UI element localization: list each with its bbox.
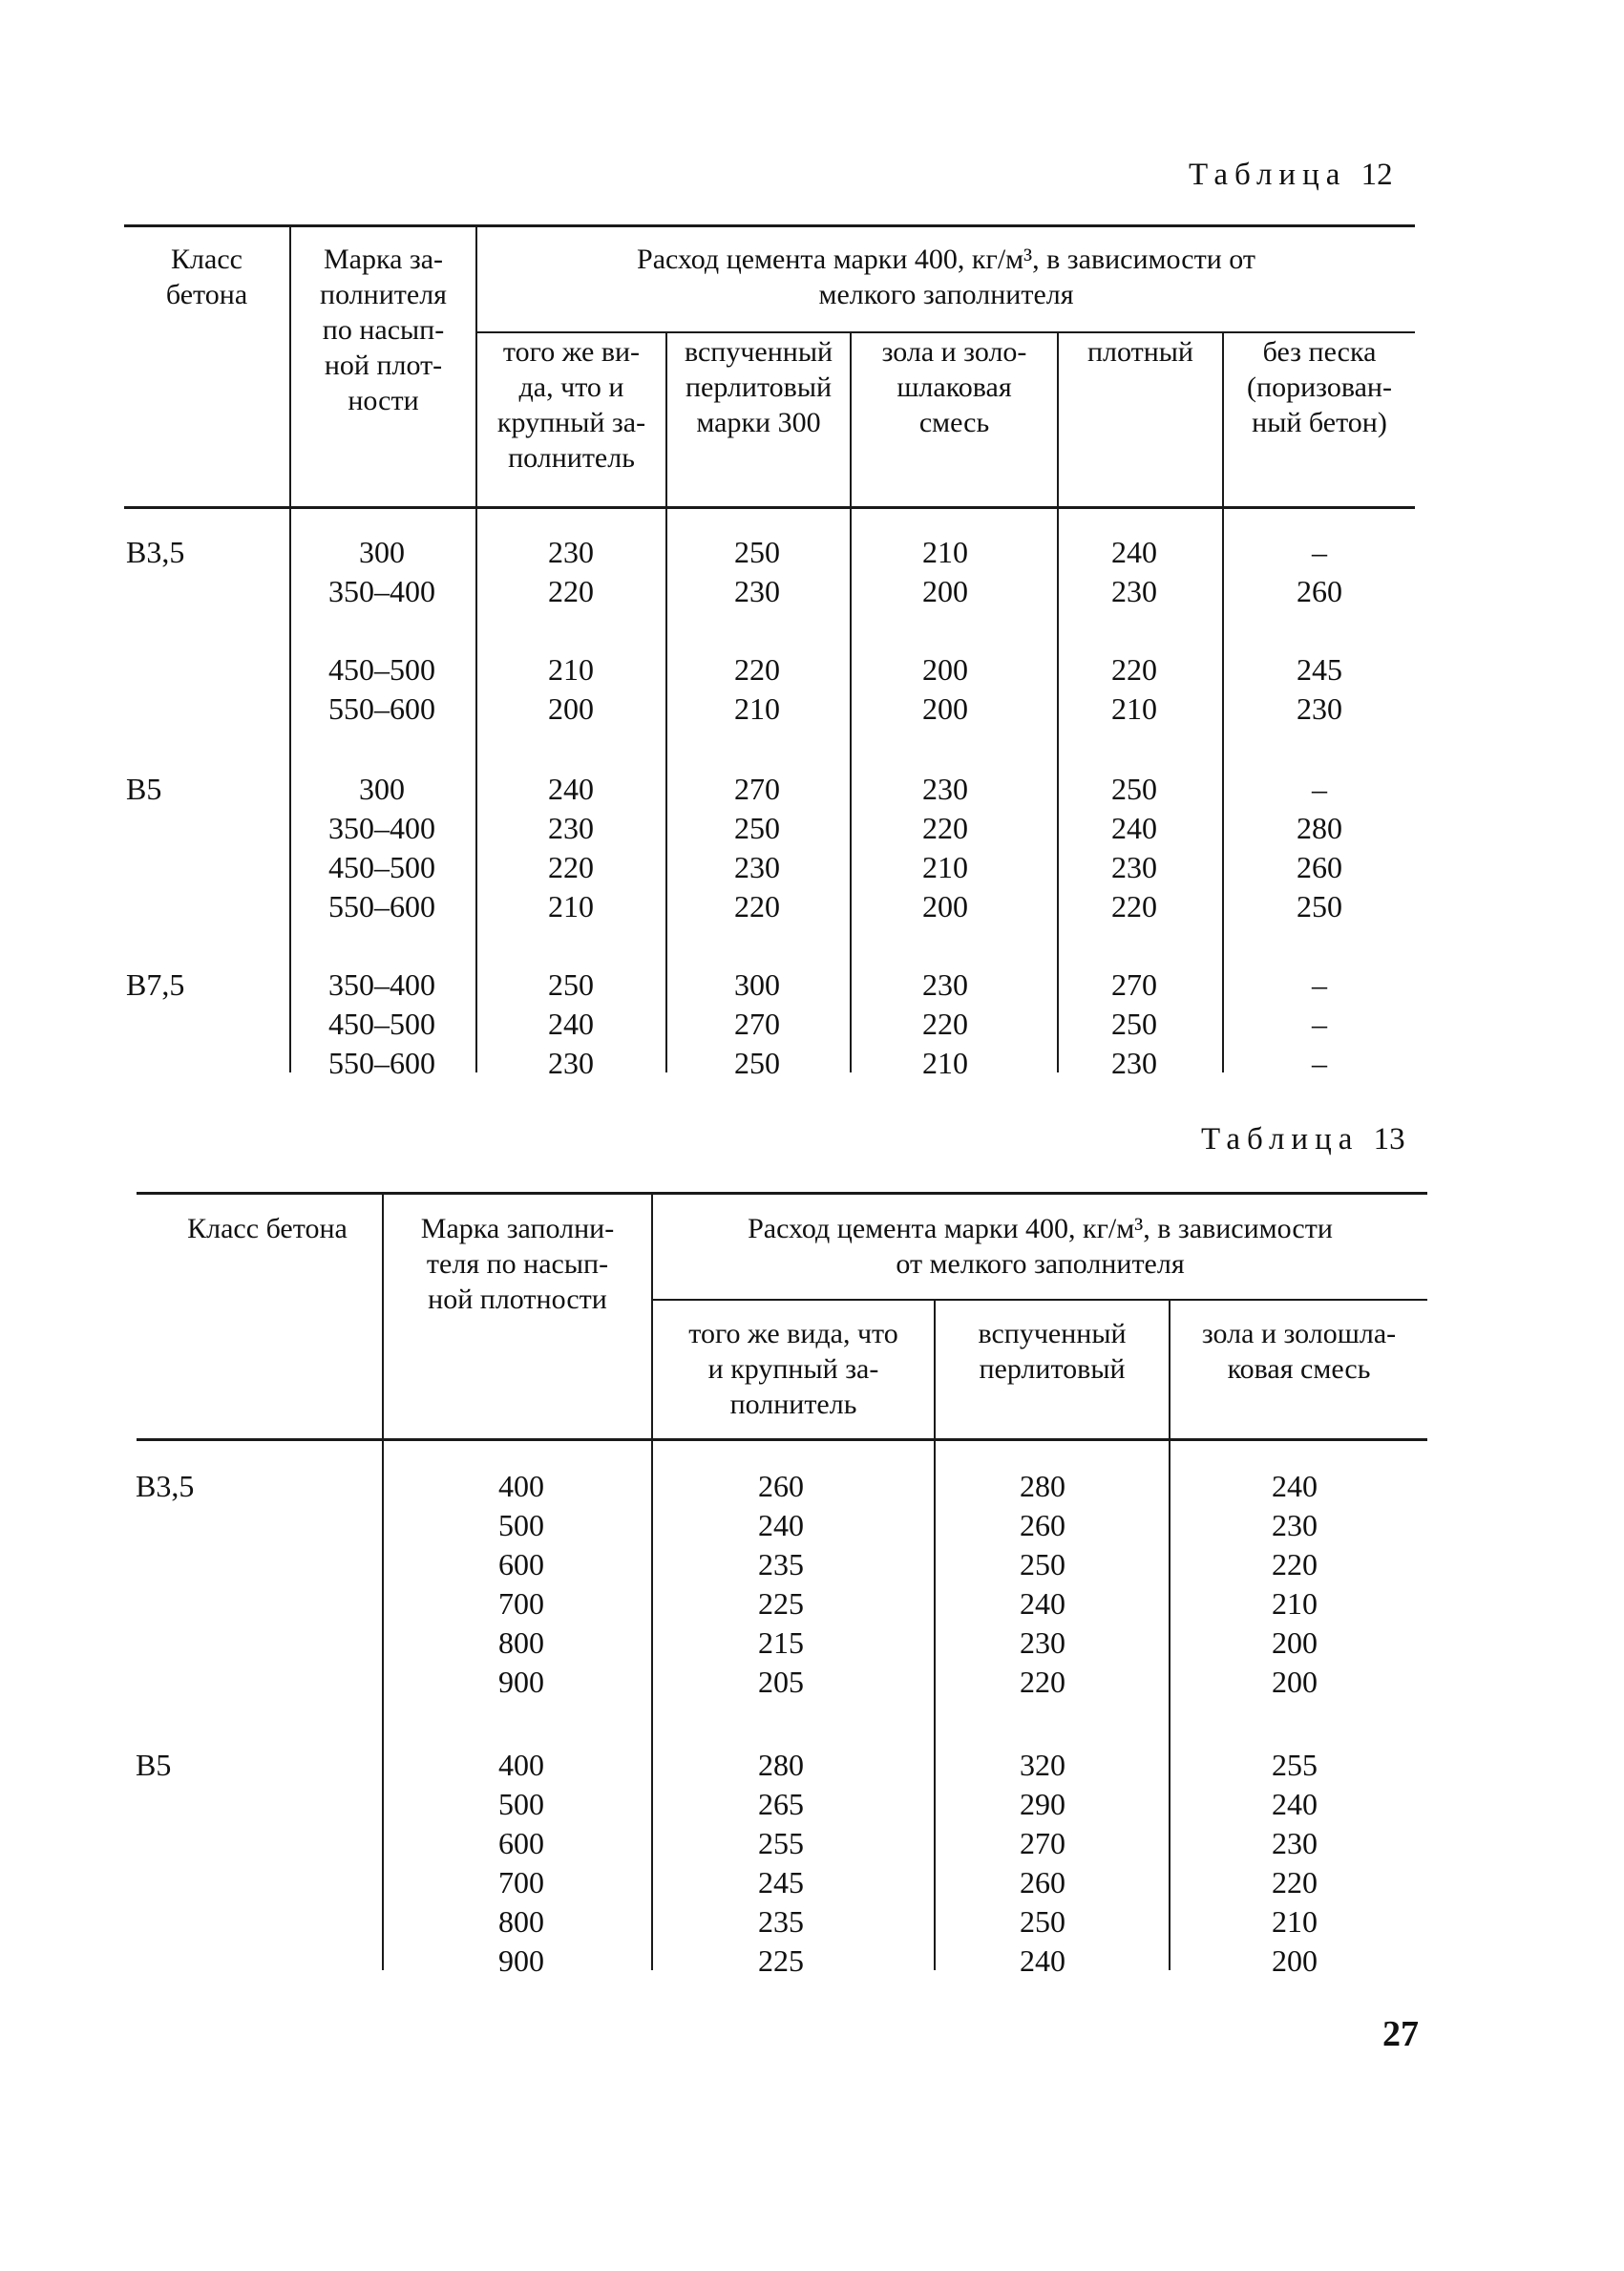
- table12-cell-g1-r1-c0: 350–400: [328, 811, 435, 845]
- table-13-header-mark: Марка заполни- теля по насып- ной плотности: [420, 1213, 615, 1315]
- table13-cell-g0-r1-c1: 240: [758, 1508, 804, 1542]
- table12-cell-g1-r0-c1: 240: [548, 772, 594, 806]
- table12-cell-g0-r2-c1: 210: [548, 652, 594, 687]
- table12-cell-g0-r0-c4: 240: [1111, 535, 1157, 569]
- table-13-caption-number: 13: [1373, 1122, 1405, 1157]
- table13-cell-g0-r5-c0: 900: [498, 1665, 544, 1699]
- table12-cell-g0-r0-c5: –: [1312, 535, 1327, 569]
- table-13-caption: [1201, 1122, 1405, 1157]
- table12-cell-g2-r2-c4: 230: [1111, 1046, 1157, 1080]
- table13-cell-g1-r4-c2: 250: [1020, 1904, 1065, 1939]
- table12-cell-g1-r3-c4: 220: [1111, 889, 1157, 923]
- table-13-col-divider-4: [1169, 1299, 1171, 1970]
- table13-cell-g0-r2-c2: 250: [1020, 1547, 1065, 1581]
- table-12-header-mark: Марка за- полнителя по насып- ной плот- ности: [320, 244, 447, 416]
- table13-cell-g0-r0-c2: 280: [1020, 1469, 1065, 1503]
- table13-cell-g1-r5-c3: 200: [1272, 1943, 1318, 1978]
- table12-cell-g1-r3-c0: 550–600: [328, 889, 435, 923]
- table12-cell-g2-r1-c5: –: [1312, 1007, 1327, 1041]
- table12-cell-g0-r3-c0: 550–600: [328, 691, 435, 726]
- table12-cell-g0-r3-c4: 210: [1111, 691, 1157, 726]
- table12-cell-g2-r2-c2: 250: [734, 1046, 780, 1080]
- table13-cell-g1-r5-c0: 900: [498, 1943, 544, 1978]
- table12-cell-g0-r1-c4: 230: [1111, 574, 1157, 608]
- table13-cell-g0-r5-c2: 220: [1020, 1665, 1065, 1699]
- table13-cell-g1-r1-c0: 500: [498, 1787, 544, 1821]
- table-13-col-divider-3: [934, 1299, 936, 1970]
- table-12-header-class: Класс бетона: [165, 244, 248, 310]
- table13-cell-g1-r3-c2: 260: [1020, 1865, 1065, 1900]
- table12-cell-g2-r2-c5: –: [1312, 1046, 1327, 1080]
- table13-cell-g1-r4-c0: 800: [498, 1904, 544, 1939]
- table12-cell-g2-r0-c4: 270: [1111, 967, 1157, 1002]
- table13-cell-g1-r3-c1: 245: [758, 1865, 804, 1900]
- table13-cell-g1-r2-c1: 255: [758, 1826, 804, 1860]
- table12-cell-g0-r1-c1: 220: [548, 574, 594, 608]
- table12-cell-g0-r3-c3: 200: [922, 691, 968, 726]
- table12-cell-g0-r0-c0: 300: [359, 535, 405, 569]
- table13-cell-g0-r0-c1: 260: [758, 1469, 804, 1503]
- table-12-col-divider-4: [850, 331, 852, 1072]
- table13-cell-g1-r0-c1: 280: [758, 1748, 804, 1782]
- table13-cell-g1-r3-c0: 700: [498, 1865, 544, 1900]
- table12-cell-g0-r1-c5: 260: [1297, 574, 1342, 608]
- table12-cell-g2-r1-c2: 270: [734, 1007, 780, 1041]
- table13-cell-g0-r0-c3: 240: [1272, 1469, 1318, 1503]
- table12-cell-g1-r3-c5: 250: [1297, 889, 1342, 923]
- table13-cell-g1-r2-c0: 600: [498, 1826, 544, 1860]
- table12-cell-g1-r2-c4: 230: [1111, 850, 1157, 884]
- table12-cell-g1-r1-c3: 220: [922, 811, 968, 845]
- table-12-col-divider-6: [1222, 331, 1224, 1072]
- table12-cell-g2-r1-c0: 450–500: [328, 1007, 435, 1041]
- table12-cell-g1-r1-c1: 230: [548, 811, 594, 845]
- table-12-header-ash: зола и золо- шлаковая смесь: [881, 336, 1027, 438]
- table12-cell-g0-r3-c1: 200: [548, 691, 594, 726]
- table12-cell-g1-r3-c2: 220: [734, 889, 780, 923]
- table13-cell-g1-r3-c3: 220: [1272, 1865, 1318, 1900]
- table12-cell-g1-r1-c2: 250: [734, 811, 780, 845]
- table13-cell-g0-r5-c3: 200: [1272, 1665, 1318, 1699]
- table13-cell-g0-r4-c1: 215: [758, 1625, 804, 1660]
- table12-cell-g1-r0-c3: 230: [922, 772, 968, 806]
- table13-cell-g1-r1-c1: 265: [758, 1787, 804, 1821]
- table-12-caption-number: 12: [1360, 158, 1393, 192]
- table13-cell-g0-r0-c0: 400: [498, 1469, 544, 1503]
- table-12-header-perlite: вспученный перлитовый марки 300: [684, 336, 833, 438]
- table12-cell-g0-r1-c2: 230: [734, 574, 780, 608]
- table-13-header-consumption: Расход цемента марки 400, кг/м³, в зависимости от мелкого заполнителя: [748, 1213, 1333, 1280]
- table-12-header-consumption: Расход цемента марки 400, кг/м³, в зависимости от мелкого заполнителя: [637, 244, 1255, 310]
- table12-cell-g1-r3-c3: 200: [922, 889, 968, 923]
- table-13-class-b3-5: B3,5: [136, 1469, 195, 1503]
- table-12-header-dense: плотный: [1086, 336, 1193, 368]
- table12-cell-g1-r2-c3: 210: [922, 850, 968, 884]
- table12-cell-g2-r0-c3: 230: [922, 967, 968, 1002]
- table13-cell-g1-r2-c2: 270: [1020, 1826, 1065, 1860]
- table13-cell-g1-r1-c3: 240: [1272, 1787, 1318, 1821]
- table12-cell-g1-r0-c4: 250: [1111, 772, 1157, 806]
- table12-cell-g0-r2-c0: 450–500: [328, 652, 435, 687]
- table-13-group-rule: [651, 1299, 1427, 1301]
- table12-cell-g1-r0-c2: 270: [734, 772, 780, 806]
- table-12-caption-word: Таблица: [1189, 158, 1347, 192]
- table12-cell-g1-r2-c2: 230: [734, 850, 780, 884]
- table13-cell-g1-r4-c1: 235: [758, 1904, 804, 1939]
- table12-cell-g1-r1-c4: 240: [1111, 811, 1157, 845]
- table13-cell-g0-r5-c1: 205: [758, 1665, 804, 1699]
- table12-cell-g0-r0-c1: 230: [548, 535, 594, 569]
- table13-cell-g1-r4-c3: 210: [1272, 1904, 1318, 1939]
- table13-cell-g0-r3-c3: 210: [1272, 1586, 1318, 1621]
- table12-cell-g0-r0-c3: 210: [922, 535, 968, 569]
- table13-cell-g0-r1-c2: 260: [1020, 1508, 1065, 1542]
- page-number: 27: [1382, 2014, 1419, 2054]
- table12-cell-g0-r3-c5: 230: [1297, 691, 1342, 726]
- table-12-class-b3-5: B3,5: [126, 535, 185, 569]
- table13-cell-g0-r1-c0: 500: [498, 1508, 544, 1542]
- table-12-header-same-type: того же ви- да, что и крупный за- полнитель: [496, 336, 646, 474]
- table13-cell-g1-r5-c2: 240: [1020, 1943, 1065, 1978]
- table13-cell-g1-r1-c2: 290: [1020, 1787, 1065, 1821]
- table12-cell-g1-r0-c5: –: [1312, 772, 1327, 806]
- table13-cell-g1-r5-c1: 225: [758, 1943, 804, 1978]
- table13-cell-g0-r2-c0: 600: [498, 1547, 544, 1581]
- table-13-header-bottom-rule: [137, 1438, 1427, 1441]
- table12-cell-g1-r1-c5: 280: [1297, 811, 1342, 845]
- table-13-col-divider-2: [651, 1192, 653, 1970]
- table13-cell-g0-r4-c0: 800: [498, 1625, 544, 1660]
- table13-cell-g0-r1-c3: 230: [1272, 1508, 1318, 1542]
- table12-cell-g0-r0-c2: 250: [734, 535, 780, 569]
- table12-cell-g0-r2-c5: 245: [1297, 652, 1342, 687]
- table-13-caption-word: Таблица: [1201, 1122, 1360, 1157]
- table12-cell-g2-r1-c3: 220: [922, 1007, 968, 1041]
- table-12-header-no-sand: без песка (поризован- ный бетон): [1247, 336, 1392, 438]
- table12-cell-g0-r2-c3: 200: [922, 652, 968, 687]
- table12-cell-g2-r2-c0: 550–600: [328, 1046, 435, 1080]
- table-13-header-same-type: того же вида, что и крупный за- полнитель: [688, 1318, 898, 1420]
- table12-cell-g0-r1-c0: 350–400: [328, 574, 435, 608]
- table-12-group-rule: [475, 331, 1415, 333]
- table12-cell-g1-r3-c1: 210: [548, 889, 594, 923]
- table12-cell-g2-r0-c0: 350–400: [328, 967, 435, 1002]
- table12-cell-g2-r1-c1: 240: [548, 1007, 594, 1041]
- table-13-class-b5: B5: [136, 1748, 172, 1782]
- table13-cell-g0-r4-c3: 200: [1272, 1625, 1318, 1660]
- table-13-header-ash: зола и золошла- ковая смесь: [1201, 1318, 1397, 1385]
- table13-cell-g0-r2-c1: 235: [758, 1547, 804, 1581]
- table12-cell-g2-r1-c4: 250: [1111, 1007, 1157, 1041]
- table12-cell-g2-r0-c1: 250: [548, 967, 594, 1002]
- table13-cell-g1-r2-c3: 230: [1272, 1826, 1318, 1860]
- table13-cell-g0-r3-c2: 240: [1020, 1586, 1065, 1621]
- table12-cell-g0-r2-c4: 220: [1111, 652, 1157, 687]
- table12-cell-g0-r2-c2: 220: [734, 652, 780, 687]
- table-13-header-perlite: вспученный перлитовый: [978, 1318, 1127, 1385]
- table12-cell-g2-r2-c1: 230: [548, 1046, 594, 1080]
- table13-cell-g1-r0-c3: 255: [1272, 1748, 1318, 1782]
- table-13-top-rule: [137, 1192, 1427, 1195]
- table13-cell-g0-r3-c1: 225: [758, 1586, 804, 1621]
- table13-cell-g1-r0-c2: 320: [1020, 1748, 1065, 1782]
- table-12-class-b7-5: B7,5: [126, 967, 185, 1002]
- table13-cell-g1-r0-c0: 400: [498, 1748, 544, 1782]
- table12-cell-g0-r3-c2: 210: [734, 691, 780, 726]
- table12-cell-g1-r2-c5: 260: [1297, 850, 1342, 884]
- table12-cell-g2-r0-c5: –: [1312, 967, 1327, 1002]
- table13-cell-g0-r4-c2: 230: [1020, 1625, 1065, 1660]
- table-13-header-class: Класс бетона: [187, 1213, 348, 1244]
- table13-cell-g0-r2-c3: 220: [1272, 1547, 1318, 1581]
- table12-cell-g1-r0-c0: 300: [359, 772, 405, 806]
- table13-cell-g0-r3-c0: 700: [498, 1586, 544, 1621]
- table-12-top-rule: [124, 224, 1415, 227]
- table12-cell-g1-r2-c1: 220: [548, 850, 594, 884]
- table12-cell-g2-r2-c3: 210: [922, 1046, 968, 1080]
- table-12-caption: [1189, 158, 1393, 193]
- table-12-class-b5: B5: [126, 772, 162, 806]
- table12-cell-g0-r1-c3: 200: [922, 574, 968, 608]
- table12-cell-g2-r0-c2: 300: [734, 967, 780, 1002]
- table12-cell-g1-r2-c0: 450–500: [328, 850, 435, 884]
